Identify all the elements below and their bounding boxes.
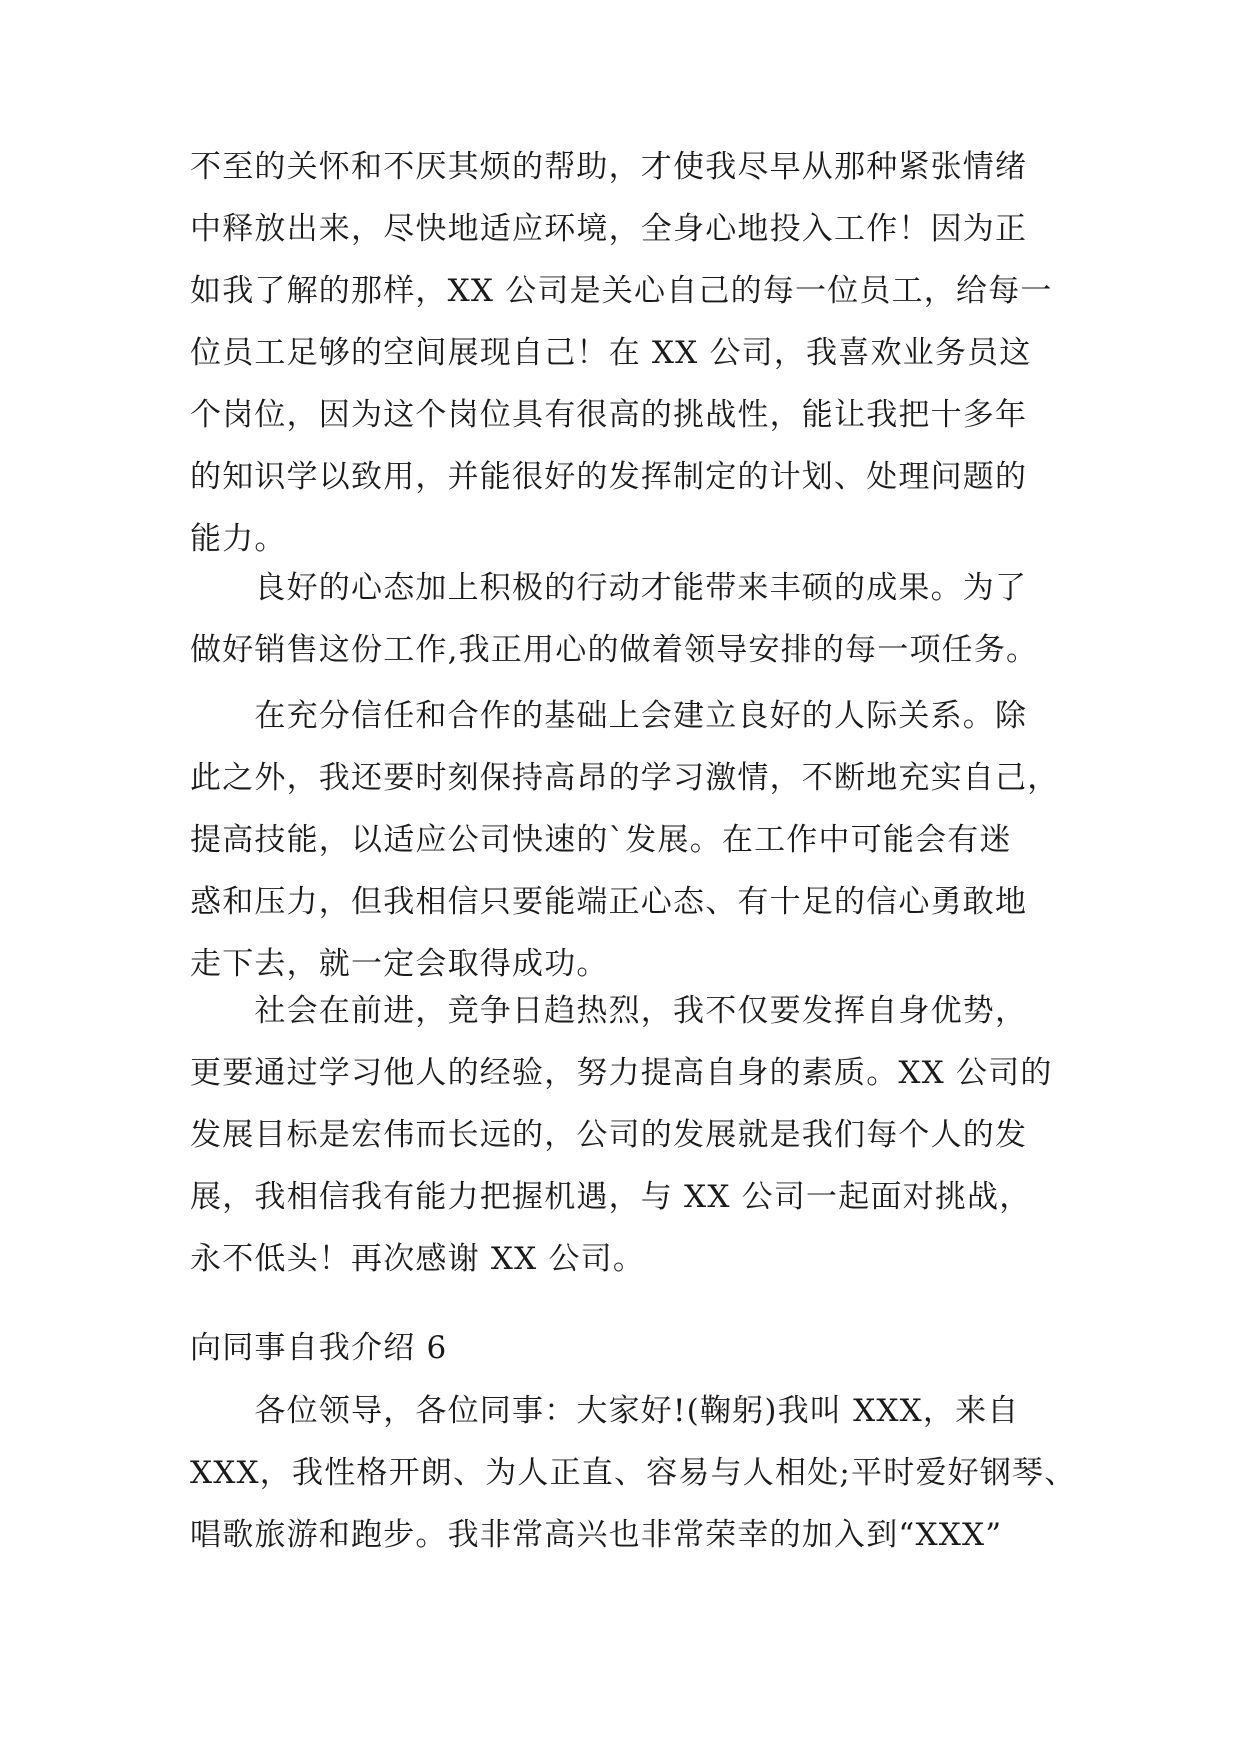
section-heading: 向同事自我介绍 6 [190, 1330, 448, 1366]
text-line: 能力。 [190, 521, 287, 557]
text-line: 提高技能，以适应公司快速的`发展。在工作中可能会有迷 [190, 822, 1012, 858]
paragraph-intro [190, 1380, 1077, 1566]
text-line: 不至的关怀和不厌其烦的帮助，才使我尽早从那种紧张情绪 [190, 149, 1028, 185]
text-line: 走下去，就一定会取得成功。 [190, 946, 609, 982]
text-line: 发展目标是宏伟而长远的，公司的发展就是我们每个人的发 [190, 1117, 1028, 1153]
paragraph-attitude [190, 557, 1060, 681]
text-line: 社会在前进，竞争日趋热烈，我不仅要发挥自身优势， [190, 993, 1028, 1029]
paragraph-continuation [190, 136, 1060, 570]
text-line: XXX，我性格开朗、为人正直、容易与人相处;平时爱好钢琴、 [190, 1455, 1077, 1491]
text-line: 如我了解的那样，XX 公司是关心自己的每一位员工，给每一 [190, 273, 1053, 309]
section-heading-block [190, 1317, 1060, 1379]
text-line: 位员工足够的空间展现自己！在 XX 公司，我喜欢业务员这 [190, 335, 1032, 371]
text-line: 展，我相信我有能力把握机遇，与 XX 公司一起面对挑战， [190, 1179, 1032, 1215]
text-line: 惑和压力，但我相信只要能端正心态、有十足的信心勇敢地 [190, 884, 1028, 920]
text-line: 良好的心态加上积极的行动才能带来丰硕的成果。为了 [190, 570, 1028, 606]
text-line: 各位领导，各位同事：大家好!(鞠躬)我叫 XXX，来自 [190, 1393, 1020, 1429]
paragraph-society [190, 980, 1060, 1290]
text-line: 唱歌旅游和跑步。我非常高兴也非常荣幸的加入到“XXX” [190, 1517, 1003, 1553]
text-line: 永不低头！再次感谢 XX 公司。 [190, 1241, 646, 1277]
text-line: 的知识学以致用，并能很好的发挥制定的计划、处理问题的 [190, 459, 1028, 495]
text-line: 此之外，我还要时刻保持高昂的学习激情，不断地充实自己， [190, 760, 1060, 796]
text-line: 在充分信任和合作的基础上会建立良好的人际关系。除 [190, 698, 1028, 734]
text-line: 更要通过学习他人的经验，努力提高自身的素质。XX 公司的 [190, 1055, 1053, 1091]
text-line: 做好销售这份工作,我正用心的做着领导安排的每一项任务。 [190, 632, 1039, 668]
text-line: 个岗位，因为这个岗位具有很高的挑战性，能让我把十多年 [190, 397, 1028, 433]
text-line: 中释放出来，尽快地适应环境，全身心地投入工作！因为正 [190, 211, 1028, 247]
paragraph-trust [190, 685, 1060, 995]
